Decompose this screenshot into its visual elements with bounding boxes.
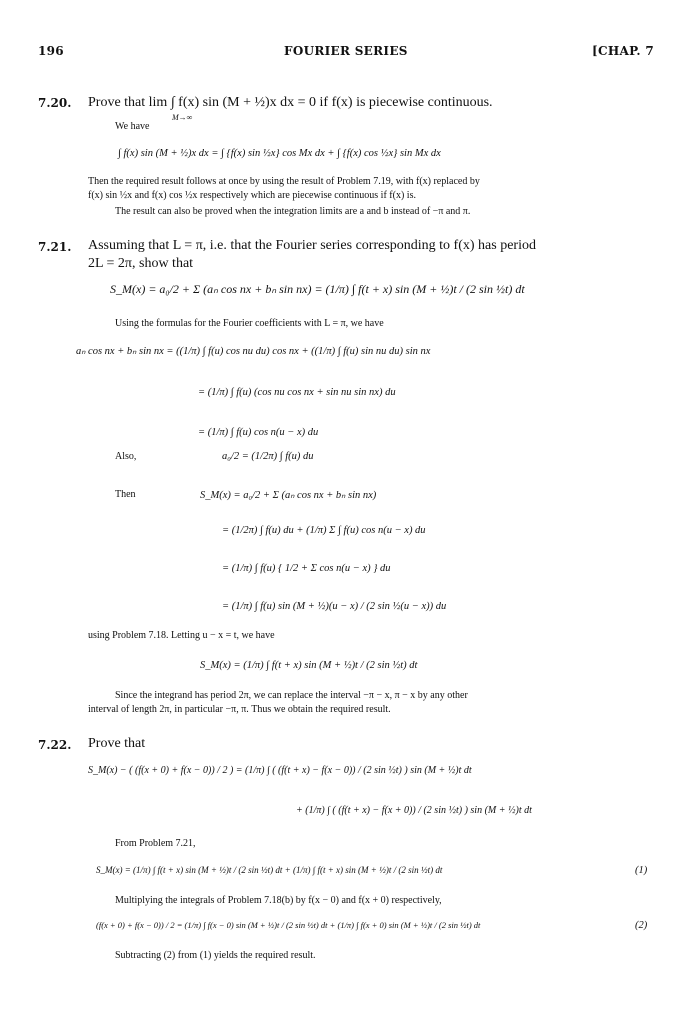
problem-statement-7-21-line2: 2L = 2π, show that [88,256,194,271]
equation-7-22-a: S_M(x) − ( (f(x + 0) + f(x − 0)) / 2 ) = (1/π) ∫ ( (f(t + x) − f(x − 0)) / (2 sin ½t) ) sin (M + ½)t dt [88,765,472,776]
problem-number-7-21: 7.21. [38,240,72,254]
problem-number-7-22: 7.22. [38,738,72,752]
text-multiplying: Multiplying the integrals of Problem 7.18(b) by f(x − 0) and f(x + 0) respectively, [115,895,442,906]
text-7-21-line2: interval of length 2π, in particular −π, π. Thus we obtain the required result. [88,704,391,715]
text-7-20-line3: The result can also be proved when the integration limits are a and b instead of −π and π. [115,206,471,217]
equation-7-22-2: (f(x + 0) + f(x − 0)) / 2 = (1/π) ∫ f(x − 0) sin (M + ½)t / (2 sin ½t) dt + (1/π) ∫ f(x + 0) sin (M + ½)t / (2 sin ½t) dt [96,920,481,930]
equation-7-21-c: = (1/π) ∫ f(u) cos n(u − x) du [198,427,319,438]
equation-7-21-h: = (1/π) ∫ f(u) sin (M + ½)(u − x) / (2 sin ½(u − x)) du [222,601,447,612]
running-title: FOURIER SERIES [284,44,408,58]
we-have-text: We have [115,121,150,132]
then-text: Then [115,489,136,500]
equation-7-22-1: S_M(x) = (1/π) ∫ f(t + x) sin (M + ½)t / (2 sin ½t) dt + (1/π) ∫ f(t + x) sin (M + ½)t / (2 sin ½t) dt [96,865,443,875]
limit-subscript: M→∞ [172,113,193,122]
text-subtracting: Subtracting (2) from (1) yields the required result. [115,950,316,961]
text-7-20-line2: f(x) sin ½x and f(x) cos ½x respectively which are piecewise continuous if f(x) is. [88,190,416,201]
equation-7-22-b: + (1/π) ∫ ( (f(t + x) − f(x + 0)) / (2 sin ½t) ) sin (M + ½)t dt [296,805,532,816]
chapter-label: [CHAP. 7 [592,44,655,58]
equation-number-1: (1) [635,865,648,876]
text-from-problem: From Problem 7.21, [115,838,196,849]
problem-number-7-20: 7.20. [38,96,72,110]
equation-7-21-i: S_M(x) = (1/π) ∫ f(t + x) sin (M + ½)t / (2 sin ½t) dt [200,660,418,671]
main-equation-7-21: S_M(x) = a₀/2 + Σ (aₙ cos nx + bₙ sin nx) = (1/π) ∫ f(t + x) sin (M + ½)t / (2 sin ½t) dt [110,282,525,296]
equation-7-21-f: = (1/2π) ∫ f(u) du + (1/π) Σ ∫ f(u) cos n(u − x) du [222,525,426,536]
problem-statement-7-22: Prove that [88,736,146,751]
equation-7-21-a: aₙ cos nx + bₙ sin nx = ((1/π) ∫ f(u) cos nu du) cos nx + ((1/π) ∫ f(u) sin nu du) sin nx [76,346,431,357]
text-letting: using Problem 7.18. Letting u − x = t, we have [88,630,275,641]
text-7-21-line1: Since the integrand has period 2π, we can replace the interval −π − x, π − x by any other [115,690,468,701]
equation-7-21-b: = (1/π) ∫ f(u) (cos nu cos nx + sin nu sin nx) du [198,387,396,398]
problem-statement-7-20: Prove that lim ∫ f(x) sin (M + ½)x dx = 0 if f(x) is piecewise continuous. [88,95,493,110]
equation-7-21-d: a₀/2 = (1/2π) ∫ f(u) du [222,451,314,462]
page-number: 196 [38,44,64,58]
equation-number-2: (2) [635,920,648,931]
equation-7-21-g: = (1/π) ∫ f(u) { 1/2 + Σ cos n(u − x) } du [222,563,391,574]
equation-7-20: ∫ f(x) sin (M + ½)x dx = ∫ {f(x) sin ½x} cos Mx dx + ∫ {f(x) cos ½x} sin Mx dx [118,148,441,159]
also-text: Also, [115,451,137,462]
text-7-20-line1: Then the required result follows at once by using the result of Problem 7.19, with f(x) replaced by [88,176,480,187]
text-fourier-coefficients: Using the formulas for the Fourier coefficients with L = π, we have [115,318,384,329]
problem-statement-7-21-line1: Assuming that L = π, i.e. that the Fourier series corresponding to f(x) has period [88,238,536,253]
equation-7-21-e: S_M(x) = a₀/2 + Σ (aₙ cos nx + bₙ sin nx) [200,490,377,501]
